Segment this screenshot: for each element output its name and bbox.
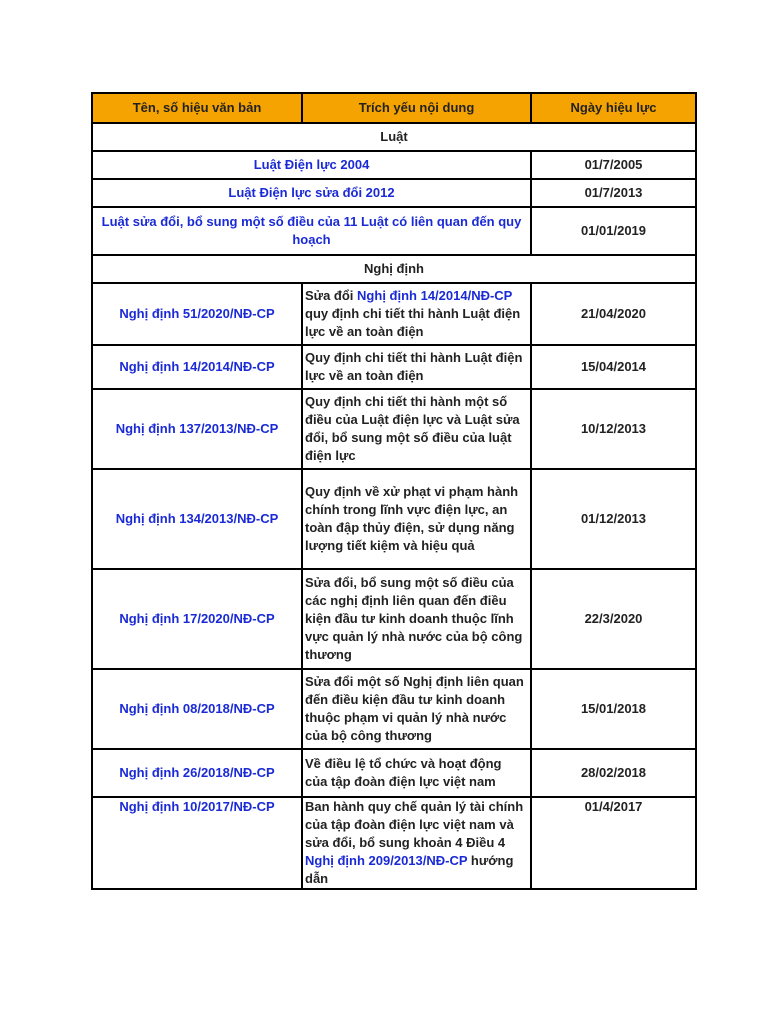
table-header-row [92, 93, 696, 123]
summary-text: Sửa đổi [305, 288, 358, 303]
table-row [92, 179, 696, 207]
effective-date: 01/12/2013 [531, 469, 696, 569]
effective-date: 10/12/2013 [531, 389, 696, 469]
decree-link[interactable]: Nghị định 26/2018/NĐ-CP [92, 749, 302, 797]
decree-summary: Sửa đổi một số Nghị định liên quan đến điều kiện đầu tư kinh doanh thuộc phạm vi quản lý nhà nước của bộ công thương [302, 669, 531, 749]
decree-summary [302, 797, 531, 889]
header-summary: Trích yếu nội dung [302, 93, 531, 123]
law-link[interactable]: Luật Điện lực sửa đổi 2012 [92, 179, 531, 207]
decree-summary: Quy định chi tiết thi hành Luật điện lực về an toàn điện [302, 345, 531, 389]
decree-link[interactable]: Nghị định 51/2020/NĐ-CP [92, 283, 302, 345]
effective-date: 01/7/2005 [531, 151, 696, 179]
header-name: Tên, số hiệu văn bản [92, 93, 302, 123]
summary-decree-link[interactable]: Nghị định 209/2013/NĐ-CP [305, 853, 468, 868]
summary-text: hướng dẫn [305, 853, 514, 886]
table-row [92, 207, 696, 255]
table-row [92, 283, 696, 345]
decree-link[interactable]: Nghị định 10/2017/NĐ-CP [92, 797, 302, 889]
table-row [92, 469, 696, 569]
table-row [92, 569, 696, 669]
decree-summary: Về điều lệ tổ chức và hoạt động của tập đoàn điện lực việt nam [302, 749, 531, 797]
effective-date: 21/04/2020 [531, 283, 696, 345]
section-title-decrees: Nghị định [92, 255, 696, 283]
table-row [92, 389, 696, 469]
table-row [92, 797, 696, 889]
decree-link[interactable]: Nghị định 134/2013/NĐ-CP [92, 469, 302, 569]
table-row [92, 151, 696, 179]
decree-link[interactable]: Nghị định 17/2020/NĐ-CP [92, 569, 302, 669]
section-row-decrees [92, 255, 696, 283]
summary-text: Ban hành quy chế quản lý tài chính của tập đoàn điện lực việt nam và sửa đổi, bổ sung khoản 4 Điều 4 [305, 799, 524, 850]
section-title-laws: Luật [92, 123, 696, 151]
effective-date: 15/04/2014 [531, 345, 696, 389]
table-row [92, 669, 696, 749]
decree-summary: Quy định về xử phạt vi phạm hành chính trong lĩnh vực điện lực, an toàn đập thủy điện, sử dụng năng lượng tiết kiệm và hiệu quả [302, 469, 531, 569]
table-row [92, 749, 696, 797]
table-row [92, 345, 696, 389]
summary-text: quy định chi tiết thi hành Luật điện lực về an toàn điện [305, 306, 521, 339]
decree-link[interactable]: Nghị định 08/2018/NĐ-CP [92, 669, 302, 749]
effective-date: 28/02/2018 [531, 749, 696, 797]
decree-summary: Quy định chi tiết thi hành một số điều của Luật điện lực và Luật sửa đổi, bổ sung một số điều của luật điện lực [302, 389, 531, 469]
effective-date: 01/7/2013 [531, 179, 696, 207]
effective-date: 15/01/2018 [531, 669, 696, 749]
decree-summary: Sửa đổi, bổ sung một số điều của các nghị định liên quan đến điều kiện đầu tư kinh doanh thuộc lĩnh vực quản lý nhà nước của bộ công thương [302, 569, 531, 669]
header-effective-date: Ngày hiệu lực [531, 93, 696, 123]
section-row-laws [92, 123, 696, 151]
summary-decree-link[interactable]: Nghị định 14/2014/NĐ-CP [357, 288, 513, 303]
law-link[interactable]: Luật Điện lực 2004 [92, 151, 531, 179]
effective-date: 01/4/2017 [531, 797, 696, 889]
decree-link[interactable]: Nghị định 137/2013/NĐ-CP [92, 389, 302, 469]
law-link[interactable]: Luật sửa đổi, bổ sung một số điều của 11 Luật có liên quan đến quy hoạch [92, 207, 531, 255]
effective-date: 22/3/2020 [531, 569, 696, 669]
decree-summary [302, 283, 531, 345]
legal-documents-table [91, 92, 697, 890]
effective-date: 01/01/2019 [531, 207, 696, 255]
decree-link[interactable]: Nghị định 14/2014/NĐ-CP [92, 345, 302, 389]
